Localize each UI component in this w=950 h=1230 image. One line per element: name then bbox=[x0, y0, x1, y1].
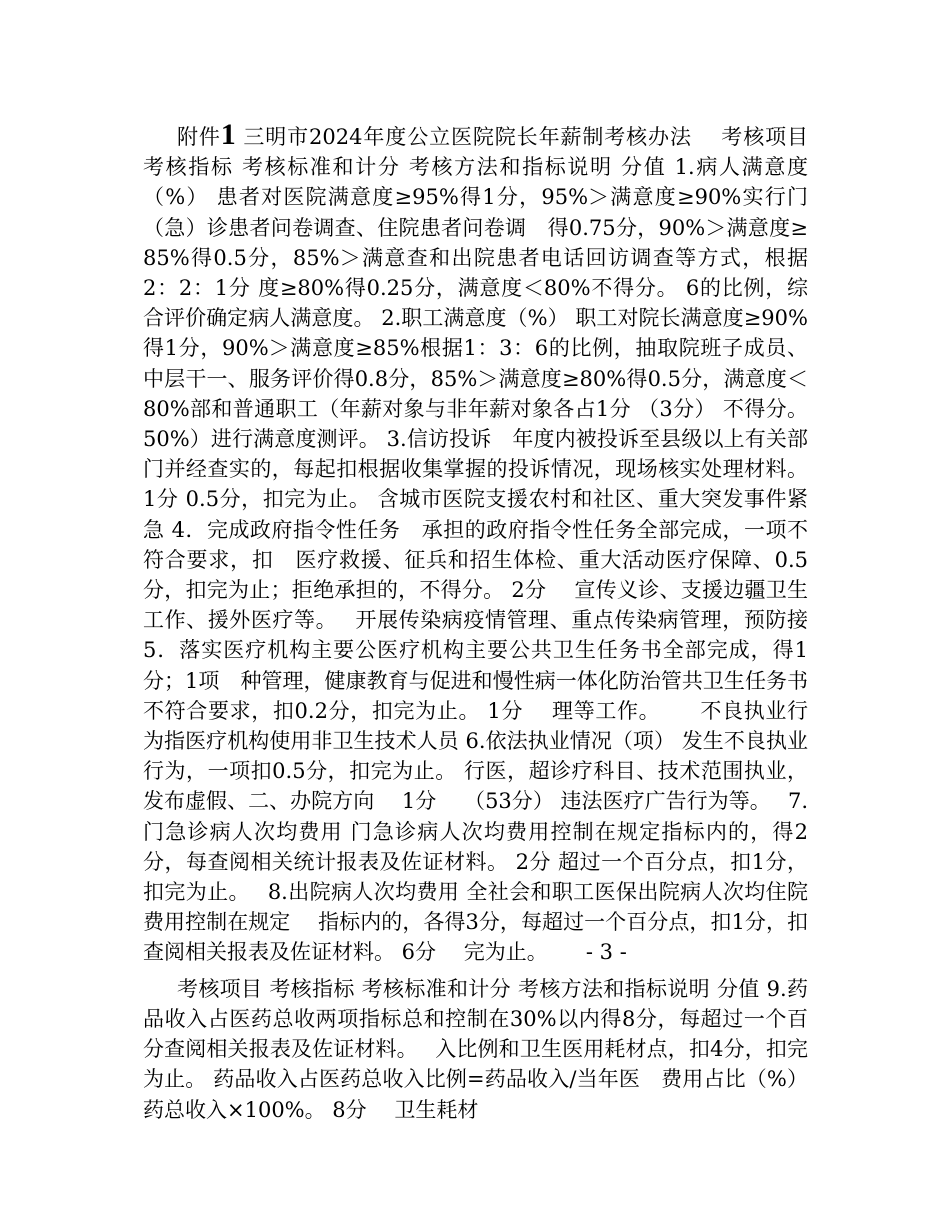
paragraph-2-text: 考核项目 考核指标 考核标准和计分 考核方法和指标说明 分值 9.药品收入占医药总收两项指标总和控制在30%以内得8分，每超过一个百分查阅相关报表及佐证材料。 入比例和卫生医用耗材点，扣4分，扣完为止。 药品收入占医药总收入比例=药品收入/当年医 费用占比（%） 药总收入×100%。 8分 卫生耗材 bbox=[143, 976, 808, 1122]
document-body bbox=[143, 120, 808, 1125]
attachment-number: 1 bbox=[220, 118, 236, 151]
paragraph-1 bbox=[143, 120, 808, 968]
paragraph-1-text: 三明市2024年度公立医院院长年薪制考核办法 考核项目 考核指标 考核标准和计分 考核方法和指标说明 分值 1.病人满意度（%） 患者对医院满意度≥95%得1分，95%＞满意度≥90%实行门（急）诊患者问卷调查、住院患者问卷调 得0.75分，90%＞满意度≥85%得0.5分，85%＞满意查和出院患者电话回访调查等方式，根据2：2：1分 度≥80%得0.25分，满意度＜80%不得分。 6的比例，综合评价确定病人满意度。 2.职工满意度（%） 职工对院长满意度≥90%得1分，90%＞满意度≥85%根据1：3：6的比例，抽取院班子成员、中层干一、服务评价得0.8分，85%＞满意度≥80%得0.5分，满意度＜80%部和普通职工（年薪对象与非年薪对象各占1分 （3分） 不得分。 50%）进行满意度测评。 3.信访投诉 年度内被投诉至县级以上有关部门并经查实的，每起扣根据收集掌握的投诉情况，现场核实处理材料。 1分 0.5分，扣完为止。 含城市医院支援农村和社区、重大突发事件紧急 4．完成政府指令性任务 承担的政府指令性任务全部完成，一项不符合要求，扣 医疗救援、征兵和招生体检、重大活动医疗保障、0.5分，扣完为止；拒绝承担的，不得分。 2分 宣传义诊、支援边疆卫生工作、援外医疗等。 开展传染病疫情管理、重点传染病管理，预防接 5．落实医疗机构主要公医疗机构主要公共卫生任务书全部完成，得1分；1项 种管理，健康教育与促进和慢性病一体化防治管共卫生任务书 不符合要求，扣0.2分，扣完为止。 1分 理等工作。 不良执业行为指医疗机构使用非卫生技术人员 6.依法执业情况（项） 发生不良执业行为，一项扣0.5分，扣完为止。 行医，超诊疗科目、技术范围执业，发布虚假、二、办院方向 1分 （53分） 违法医疗广告行为等。 7.门急诊病人次均费用 门急诊病人次均费用控制在规定指标内的，得2分，每查阅相关统计报表及佐证材料。 2分 超过一个百分点，扣1分，扣完为止。 8.出院病人次均费用 全社会和职工医保出院病人次均住院费用控制在规定 指标内的，各得3分，每超过一个百分点，扣1分，扣查阅相关报表及佐证材料。 6分 完为止。 - 3 - bbox=[143, 125, 808, 965]
attachment-prefix: 附件 bbox=[177, 125, 221, 149]
paragraph-2 bbox=[143, 974, 808, 1125]
